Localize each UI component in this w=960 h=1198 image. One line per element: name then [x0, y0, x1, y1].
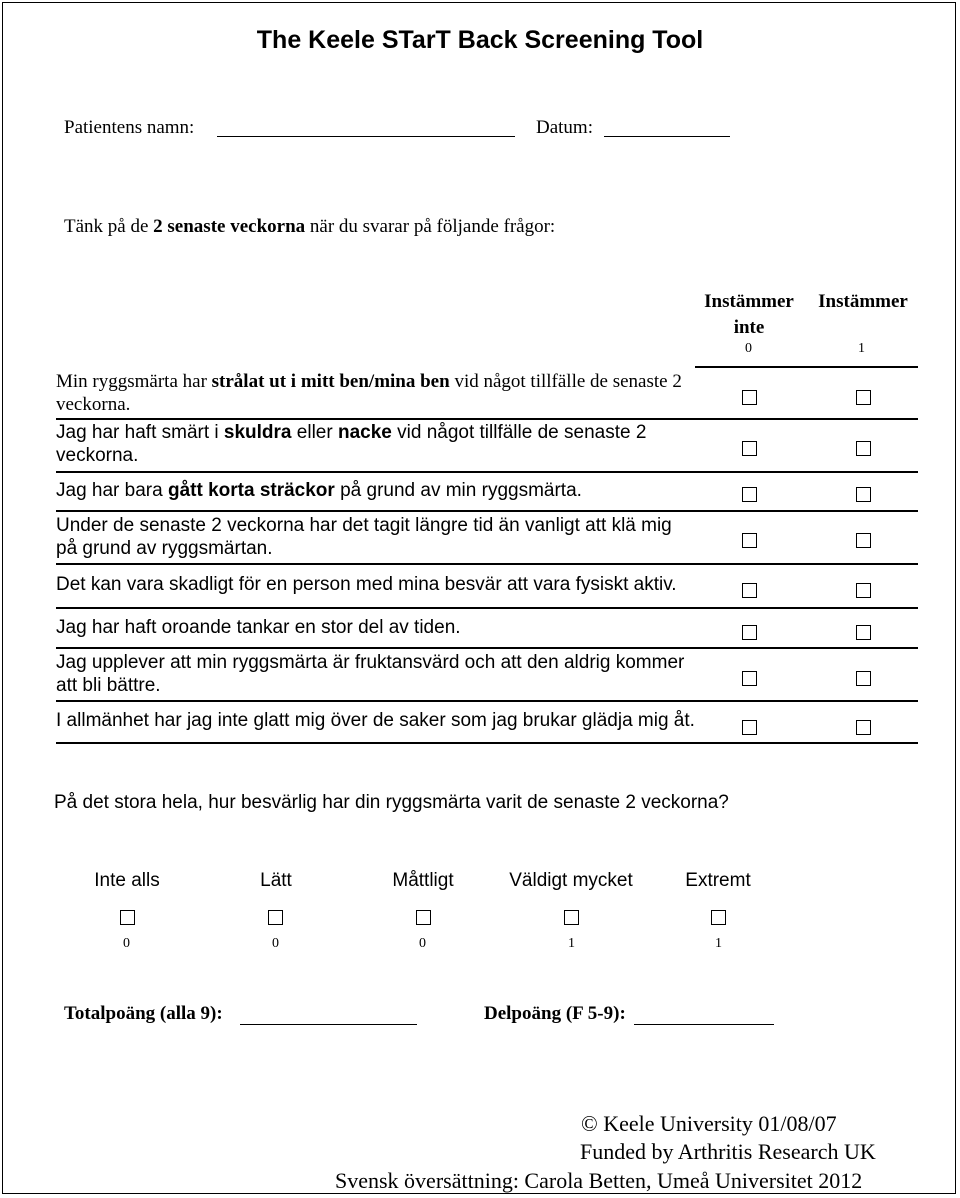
question-3: Jag har bara gått korta sträckor på grund av min ryggsmärta. [56, 480, 582, 501]
subscore-label: Delpoäng (F 5-9): [484, 1003, 626, 1024]
scale-extremt-checkbox[interactable] [711, 910, 726, 925]
row-divider [56, 607, 918, 609]
q8-disagree-checkbox[interactable] [742, 720, 757, 735]
scale-label-latt: Lätt [260, 870, 292, 891]
q7-agree-checkbox[interactable] [856, 671, 871, 686]
column-score-disagree: 0 [745, 341, 752, 356]
q5-agree-checkbox[interactable] [856, 583, 871, 598]
question-7: Jag upplever att min ryggsmärta är fruktansvärd och att den aldrig kommer att bli bättre. [56, 652, 685, 696]
patient-name-field[interactable] [217, 136, 515, 137]
question-2: Jag har haft smärt i skuldra eller nacke vid något tillfälle de senaste 2 veckorna. [56, 422, 647, 466]
scale-score: 0 [272, 936, 279, 951]
row-divider [56, 418, 918, 420]
row-divider [56, 563, 918, 565]
q1-agree-checkbox[interactable] [856, 390, 871, 405]
q5-disagree-checkbox[interactable] [742, 583, 757, 598]
copyright-text: © Keele University 01/08/07 [581, 1111, 837, 1136]
q2-disagree-checkbox[interactable] [742, 441, 757, 456]
q2-agree-checkbox[interactable] [856, 441, 871, 456]
date-field[interactable] [604, 136, 730, 137]
q4-agree-checkbox[interactable] [856, 533, 871, 548]
scale-score: 1 [715, 936, 722, 951]
q3-agree-checkbox[interactable] [856, 487, 871, 502]
scale-latt-checkbox[interactable] [268, 910, 283, 925]
q1-disagree-checkbox[interactable] [742, 390, 757, 405]
question-6: Jag har haft oroande tankar en stor del av tiden. [56, 617, 461, 638]
form-title: The Keele STarT Back Screening Tool [256, 26, 704, 54]
q7-disagree-checkbox[interactable] [742, 671, 757, 686]
q8-agree-checkbox[interactable] [856, 720, 871, 735]
total-score-field[interactable] [240, 1024, 417, 1025]
question-4: Under de senaste 2 veckorna har det tagit längre tid än vanligt att klä mig på grund av ryggsmärtan. [56, 515, 672, 559]
funding-text: Funded by Arthritis Research UK [580, 1139, 876, 1164]
column-header-agree: Instämmer [818, 291, 908, 312]
scale-label-valdigt-mycket: Väldigt mycket [509, 870, 633, 891]
scale-label-inte-alls: Inte alls [94, 870, 160, 891]
q3-disagree-checkbox[interactable] [742, 487, 757, 502]
question-1: Min ryggsmärta har strålat ut i mitt ben/mina ben vid något tillfälle de senaste 2 veckorna. [56, 371, 682, 415]
patient-name-label: Patientens namn: [64, 117, 195, 138]
column-header-disagree: Instämmer inte [704, 291, 794, 338]
q4-disagree-checkbox[interactable] [742, 533, 757, 548]
scale-label-mattligt: Måttligt [392, 870, 454, 891]
q6-agree-checkbox[interactable] [856, 625, 871, 640]
scale-score: 0 [419, 936, 426, 951]
row-divider [56, 700, 918, 702]
overall-question: På det stora hela, hur besvärlig har din ryggsmärta varit de senaste 2 veckorna? [54, 792, 729, 813]
row-divider [56, 471, 918, 473]
scale-score: 0 [123, 936, 130, 951]
scale-inte-alls-checkbox[interactable] [120, 910, 135, 925]
scale-label-extremt: Extremt [685, 870, 751, 891]
date-label: Datum: [536, 117, 593, 138]
translation-credit: Svensk översättning: Carola Betten, Umeå Universitet 2012 [335, 1168, 863, 1193]
q6-disagree-checkbox[interactable] [742, 625, 757, 640]
question-8: I allmänhet har jag inte glatt mig över de saker som jag brukar glädja mig åt. [56, 710, 695, 731]
header-rule [695, 366, 918, 368]
row-divider [56, 510, 918, 512]
scale-mattligt-checkbox[interactable] [416, 910, 431, 925]
column-score-agree: 1 [858, 341, 865, 356]
scale-score: 1 [568, 936, 575, 951]
row-divider [56, 742, 918, 744]
subscore-field[interactable] [634, 1024, 774, 1025]
question-5: Det kan vara skadligt för en person med mina besvär att vara fysiskt aktiv. [56, 574, 677, 595]
instruction-text: Tänk på de 2 senaste veckorna när du svarar på följande frågor: [64, 216, 556, 237]
total-score-label: Totalpoäng (alla 9): [64, 1003, 223, 1024]
scale-valdigt-mycket-checkbox[interactable] [564, 910, 579, 925]
row-divider [56, 647, 918, 649]
